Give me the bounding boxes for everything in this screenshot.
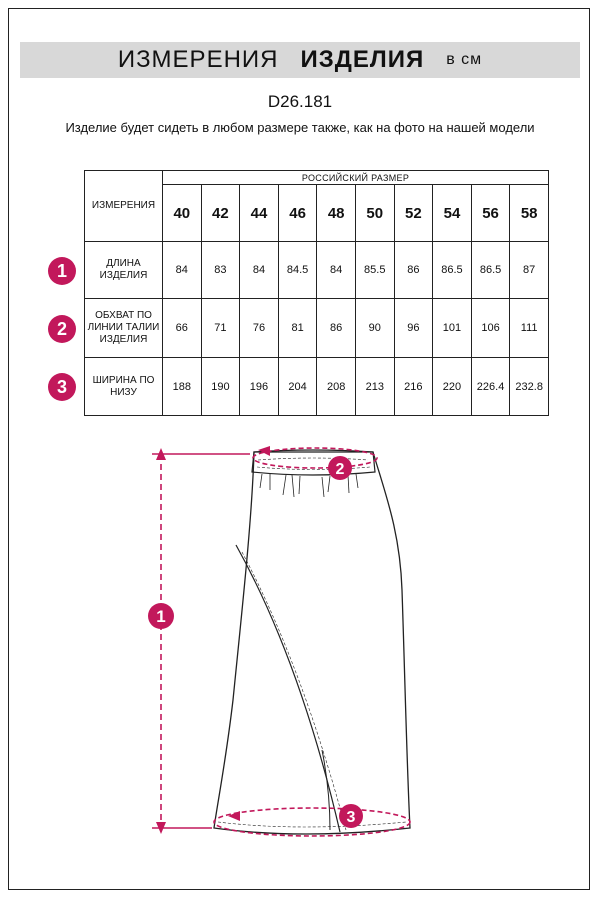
value-cell: 86.5 [433,242,472,299]
row-label: ОБХВАТ ПО ЛИНИИ ТАЛИИ ИЗДЕЛИЯ [85,299,163,358]
size-header-cell: 58 [510,185,549,242]
value-cell: 106 [471,299,510,358]
value-cell: 90 [355,299,394,358]
value-cell: 85.5 [355,242,394,299]
arrow-left-icon [228,811,240,821]
value-cell: 204 [278,358,317,416]
value-cell: 86 [394,242,433,299]
row-label: ДЛИНА ИЗДЕЛИЯ [85,242,163,299]
row-number-badge: 1 [48,257,76,285]
value-cell: 101 [433,299,472,358]
size-header-cell: 52 [394,185,433,242]
value-cell: 81 [278,299,317,358]
value-cell: 86.5 [471,242,510,299]
value-cell: 220 [433,358,472,416]
value-cell: 208 [317,358,356,416]
size-header-cell: 50 [355,185,394,242]
marker-1-label: 1 [156,607,166,626]
size-header-cell: 42 [201,185,240,242]
title-part1: ИЗМЕРЕНИЯ [117,46,279,73]
value-cell: 188 [163,358,202,416]
arrow-left-icon [258,446,270,456]
value-cell: 84 [240,242,279,299]
row-label: ШИРИНА ПО НИЗУ [85,358,163,416]
waistband [252,450,375,475]
size-table [84,170,549,416]
table-row [85,358,549,416]
size-header-cell: 40 [163,185,202,242]
value-cell: 76 [240,299,279,358]
value-cell: 83 [201,242,240,299]
value-cell: 190 [201,358,240,416]
hem-measure [214,808,410,836]
value-cell: 232.8 [510,358,549,416]
title-part2: ИЗДЕЛИЯ [300,46,425,73]
value-cell: 96 [394,299,433,358]
fit-note: Изделие будет сидеть в любом размере также, как на фото на нашей модели [65,120,535,135]
value-cell: 216 [394,358,433,416]
size-header-cell: 46 [278,185,317,242]
table-row [85,299,549,358]
marker-2-label: 2 [335,461,345,478]
title-banner [20,42,580,78]
value-cell: 196 [240,358,279,416]
skirt-diagram [0,430,600,860]
size-header-cell: 48 [317,185,356,242]
size-group-header: РОССИЙСКИЙ РАЗМЕР [163,171,549,185]
size-header-cell: 56 [471,185,510,242]
units-label: в см [446,51,483,68]
value-cell: 226.4 [471,358,510,416]
row-number-badge: 2 [48,315,76,343]
value-cell: 84.5 [278,242,317,299]
value-cell: 111 [510,299,549,358]
wrap-panel [236,545,340,832]
size-header-cell: 54 [433,185,472,242]
value-cell: 66 [163,299,202,358]
value-cell: 213 [355,358,394,416]
table-row [85,242,549,299]
measurements-header: ИЗМЕРЕНИЯ [85,171,163,242]
size-header-cell: 44 [240,185,279,242]
article-code: D26.181 [267,92,333,111]
value-cell: 71 [201,299,240,358]
marker-3-label: 3 [346,809,356,826]
skirt-outline [214,452,410,834]
value-cell: 87 [510,242,549,299]
row-number-badge: 3 [48,373,76,401]
value-cell: 84 [163,242,202,299]
value-cell: 84 [317,242,356,299]
value-cell: 86 [317,299,356,358]
